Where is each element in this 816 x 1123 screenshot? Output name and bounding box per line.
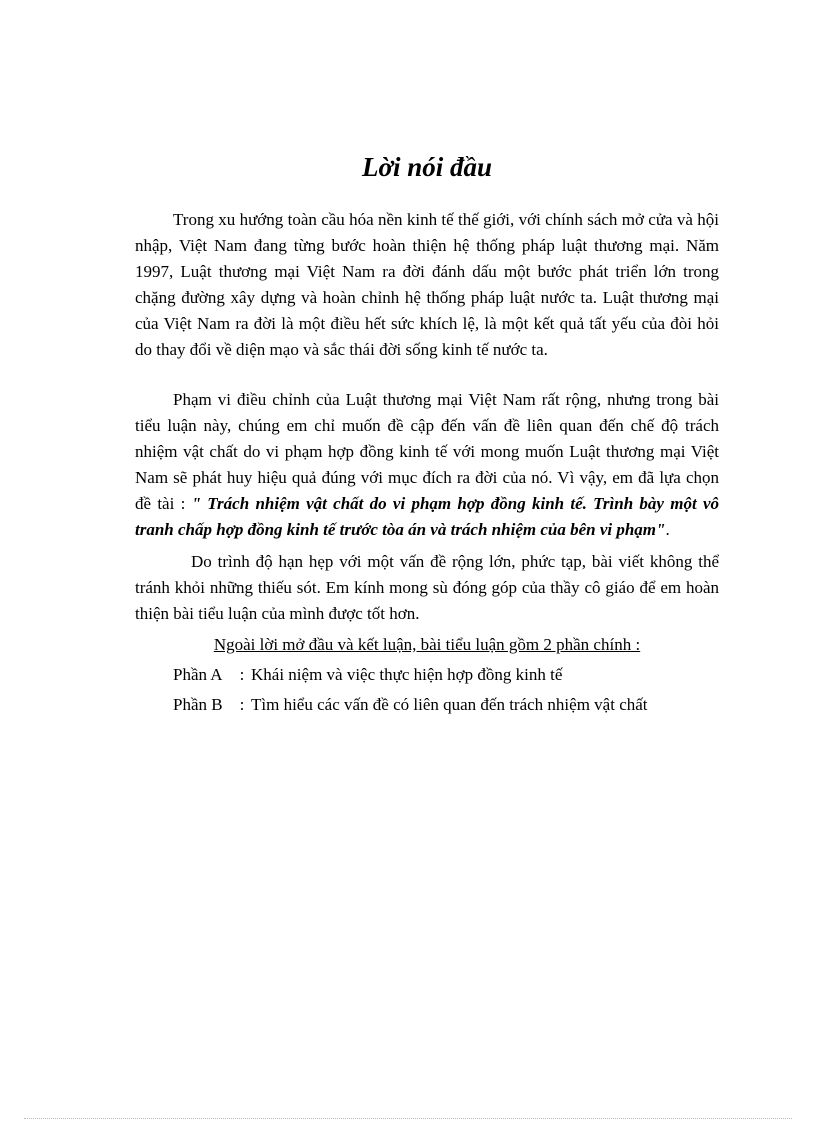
part-a-separator: :	[239, 665, 245, 685]
document-page	[135, 150, 719, 718]
essay-topic: " Trách nhiệm vật chất do vi phạm hợp đồng kinh tế. Trình bày một vô tranh chấp hợp đồng kinh tế trước tòa án và trách nhiệm của bên vi phạm"	[135, 494, 720, 540]
part-a-text: Khái niệm và việc thực hiện hợp đồng kinh tế	[251, 665, 563, 685]
page-title: Lời nói đầu	[361, 152, 493, 182]
part-b-row	[135, 692, 719, 718]
paragraph-intro: Trong xu hướng toàn cầu hóa nền kinh tế thế giới, với chính sách mở cửa và hội nhập, Việt Nam đang từng bước hoàn thiện hệ thống pháp luật thương mại. Năm 1997, Luật thương mại Việt Nam ra đời đánh dấu một bước phát triển lớn trong chặng đường xây dựng và hoàn chỉnh hệ thống pháp luật nước ta. Luật thương mại của Việt Nam ra đời là một điều hết sức khích lệ, là một kết quả tất yếu của đòi hỏi do thay đổi về diện mạo và sắc thái đời sống kinh tế nước ta.	[135, 210, 719, 360]
part-a-row	[135, 662, 719, 688]
footer-divider	[24, 1118, 792, 1119]
structure-intro: Ngoài lời mở đầu và kết luận, bài tiểu luận gồm 2 phần chính :	[213, 635, 641, 655]
paragraph-scope	[135, 387, 719, 543]
paragraph-scope-text: Phạm vi điều chỉnh của Luật thương mại Việt Nam rất rộng, nhưng trong bài tiểu luận này, chúng em chỉ muốn đề cập đến vấn đề liên quan đến chế độ trách nhiệm vật chất do vi phạm hợp đồng kinh tế với mong muốn Luật thương mại Việt Nam sẽ phát huy hiệu quả đúng với mục đích ra đời của nó. Vì vậy, em đã lựa chọn đề tài :	[135, 390, 719, 514]
topic-end-punctuation: .	[665, 520, 670, 540]
part-b-text: Tìm hiểu các vấn đề có liên quan đến trách nhiệm vật chất	[251, 695, 648, 715]
part-b-label: Phần B	[173, 695, 223, 715]
paragraph-apology: Do trình độ hạn hẹp với một vấn đề rộng lớn, phức tạp, bài viết không thể tránh khỏi những thiếu sót. Em kính mong sù đóng góp của thầy cô giáo để em hoàn thiện bài tiểu luận của mình được tốt hơn.	[135, 552, 719, 624]
part-b-separator: :	[239, 695, 245, 715]
part-a-label: Phần A	[173, 665, 223, 685]
